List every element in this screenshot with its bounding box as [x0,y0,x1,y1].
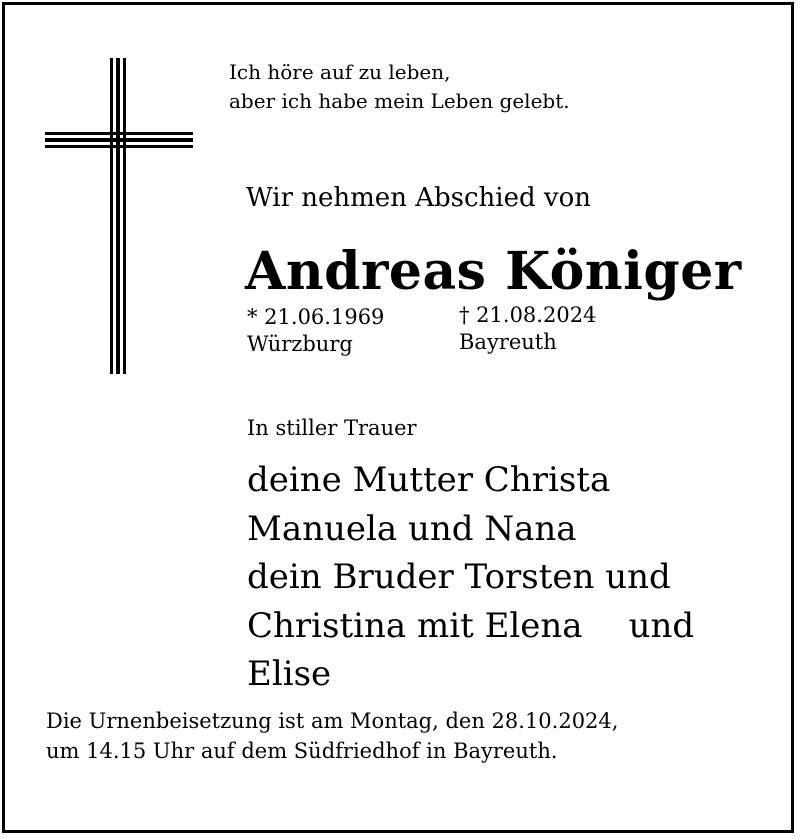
mourner-line: deine Mutter Christa [247,460,611,500]
funeral-line-2: um 14.15 Uhr auf dem Südfriedhof in Bayreuth. [46,739,558,763]
cross-icon [45,58,193,374]
motto-line-2: aber ich habe mein Leben gelebt. [229,89,570,113]
motto-line-1: Ich höre auf zu leben, [229,60,451,84]
mourner-line-composite [247,602,694,651]
mourner-line: Elise [247,654,332,694]
mourning-label: In stiller Trauer [247,416,417,440]
deceased-name: Andreas Königer [245,241,742,302]
mourner-line: dein Bruder Torsten und [247,557,671,597]
birth-info [247,304,384,358]
birth-place: Würzburg [247,332,353,356]
mourners-list [247,456,694,699]
death-date: † 21.08.2024 [459,303,597,327]
funeral-line-1: Die Urnenbeisetzung ist am Montag, den 28.10.2024, [46,709,619,733]
intro-text: Wir nehmen Abschied von [246,183,591,213]
funeral-info [46,706,618,766]
mourner-line: Manuela und Nana [247,508,577,549]
death-info [459,302,596,356]
death-place: Bayreuth [459,330,557,354]
motto [229,58,570,116]
mourner-line: und [628,605,695,646]
mourner-line: Christina mit Elena [247,605,583,646]
birth-date: * 21.06.1969 [247,305,385,329]
